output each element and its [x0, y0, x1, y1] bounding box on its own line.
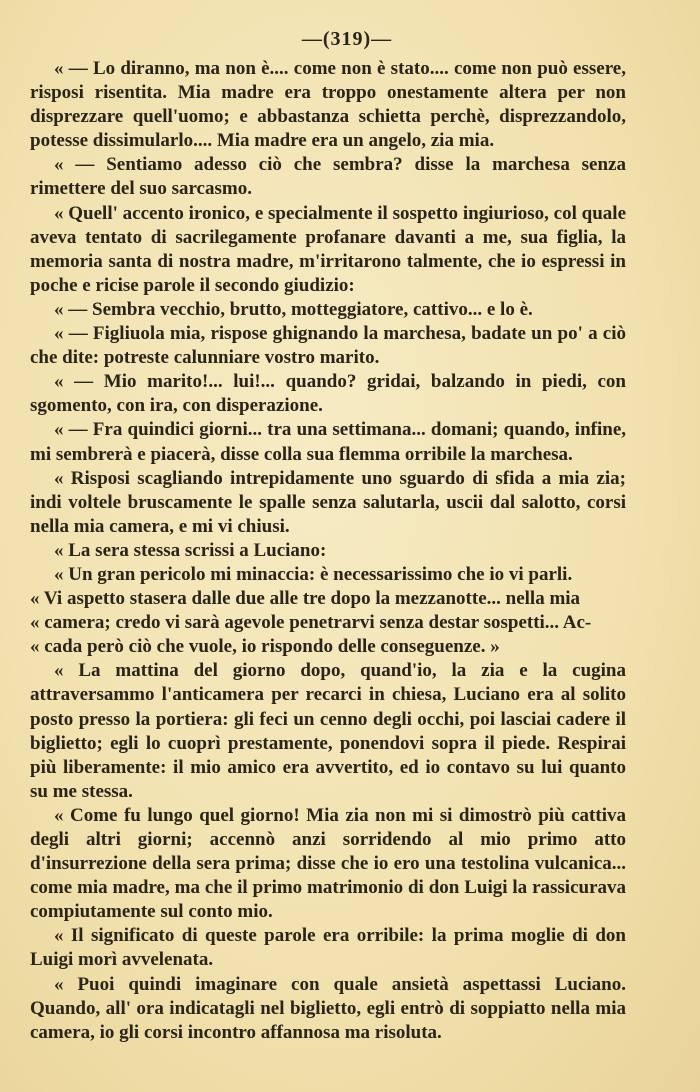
paragraph: « Risposi scagliando intrepidamente uno sguardo di sfida a mia zia; indi voltele bruscamente le spalle senza salutarla, uscii dal salotto, corsi nella mia camera, e mi vi chiusi.	[30, 467, 626, 537]
paragraph: « — Fra quindici giorni... tra una settimana... domani; quando, infine, mi sembrerà e piacerà, disse colla sua flemma orribile la marchesa.	[30, 419, 626, 465]
letter-line: « camera; credo vi sarà agevole penetrarvi senza destar sospetti... Ac-	[30, 612, 592, 634]
letter-line: « cada però ciò che vuole, io rispondo delle conseguenze. »	[30, 636, 500, 658]
letter-line: « Vi aspetto stasera dalle due alle tre dopo la mezzanotte... nella mia	[30, 588, 581, 610]
paragraph: « Come fu lungo quel giorno! Mia zia non mi si dimostrò più cattiva degli altri giorni; accennò anzi sorridendo al mio primo atto d'insurrezione della sera prima; disse che io ero una testolina vulcanica... come mia madre, ma che il primo matrimonio di don Luigi la rassicurava compiutamente sul conto mio.	[30, 804, 626, 923]
paragraph: « — Sentiamo adesso ciò che sembra? disse la marchesa senza rimettere del suo sarcasmo.	[30, 154, 626, 200]
paragraph: « Il significato di queste parole era orribile: la prima moglie di don Luigi morì avvelenata.	[30, 925, 626, 971]
paragraph: « La mattina del giorno dopo, quand'io, la zia e la cugina attraversammo l'anticamera per recarci in chiesa, Luciano era al solito posto presso la portiera: gli feci un cenno degli occhi, poi lasciai cadere il biglietto; egli lo cuoprì prestamente, ponendovi sopra il piede. Respirai più liberamente: il mio amico era avvertito, ed io contavo su lui quanto su me stessa.	[30, 660, 626, 802]
paragraph: « — Sembra vecchio, brutto, motteggiatore, cattivo... e lo è.	[54, 298, 533, 320]
letter-line: « Un gran pericolo mi minaccia: è necessarissimo che io vi parli.	[54, 563, 573, 585]
paragraph: « Quell' accento ironico, e specialmente il sospetto ingiurioso, col quale aveva tentato di sacrilegamente profanare davanti a me, sua figlia, la memoria santa di nostra madre, m'irritarono talmente, che io espressi in poche e ricise parole il secondo giudizio:	[30, 202, 626, 296]
paragraph: « La sera stessa scrissi a Luciano:	[54, 539, 327, 561]
page-number: —(319)—	[301, 28, 393, 50]
paragraph: « Puoi quindi imaginare con quale ansietà aspettassi Luciano. Quando, all' ora indicatagli nel biglietto, egli entrò di soppiatto nella mia camera, io gli corsi incontro affannosa ma risoluta.	[30, 973, 626, 1043]
page-body	[30, 57, 626, 1045]
paragraph: « — Figliuola mia, rispose ghignando la marchesa, badate un po' a ciò che dite: potreste calunniare vostro marito.	[30, 323, 626, 369]
paragraph: « — Lo diranno, ma non è.... come non è stato.... come non può essere, risposi risentita. Mia madre era troppo onestamente altera per non disprezzare quell'uomo; e abbastanza schietta perchè, disprezzandolo, potesse dissimularlo.... Mia madre era un angelo, zia mia.	[30, 58, 626, 152]
paragraph: « — Mio marito!... lui!... quando? gridai, balzando in piedi, con sgomento, con ira, con disperazione.	[30, 371, 626, 417]
